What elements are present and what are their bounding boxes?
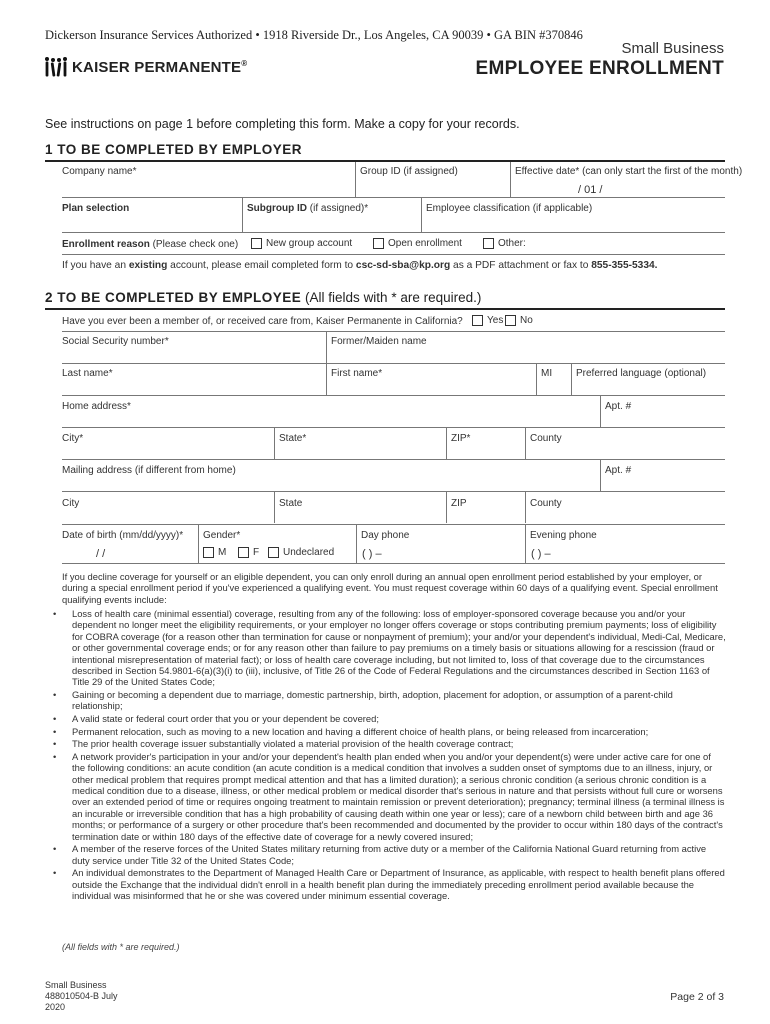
apt-label-mailing: Apt. # — [605, 465, 632, 476]
gender-label: Gender* — [203, 530, 241, 541]
form-title: EMPLOYEE ENROLLMENT — [475, 58, 724, 79]
list-item: • A valid state or federal court order that you or your dependent be covered; — [50, 713, 726, 724]
small-business-label: Small Business — [621, 40, 724, 57]
gender-m-option[interactable]: M — [203, 547, 226, 558]
member-question: Have you ever been a member of, or received care from, Kaiser Permanente in California? — [62, 316, 463, 327]
existing-account-note: If you have an existing account, please email completed form to csc-sd-sba@kp.org as a PDF attachment or fax to 855-355-5334. — [62, 260, 658, 271]
list-item: • A member of the reserve forces of the United States military returning from active duty or a member of the California National Guard returning from active duty service under Title 32 of the United States Code; — [50, 843, 726, 866]
agent-info-line: Dickerson Insurance Services Authorized • 1918 Riverside Dr., Los Angeles, CA 90039 • GA BIN #370846 — [45, 28, 583, 42]
list-item: • Gaining or becoming a dependent due to marriage, domestic partnership, birth, adoption, placement for adoption, or assumption of a parent-child relationship; — [50, 689, 726, 712]
list-item: • The prior health coverage issuer substantially violated a material provision of the health coverage contract; — [50, 738, 726, 749]
apt-label-home: Apt. # — [605, 401, 632, 412]
group-id-label: Group ID (if assigned) — [360, 166, 458, 177]
list-item: • Permanent relocation, such as moving to a new location and having a different choice of health plans, or being released from incarceration; — [50, 726, 726, 737]
zip-label-mailing: ZIP — [451, 498, 467, 509]
employee-classification-label: Employee classification (if applicable) — [426, 203, 593, 214]
other-checkbox[interactable] — [483, 238, 494, 249]
effective-date-label: Effective date* (can only start the first of the month) — [515, 166, 743, 177]
plan-selection-label: Plan selection — [62, 203, 130, 214]
evening-phone-label: Evening phone — [530, 530, 597, 541]
zip-label-home: ZIP* — [451, 433, 471, 444]
email-link[interactable]: csc-sd-sba@kp.org — [355, 260, 451, 271]
gender-m-checkbox[interactable] — [203, 547, 214, 558]
maiden-name-label: Former/Maiden name — [331, 336, 427, 347]
gender-f-checkbox[interactable] — [238, 547, 249, 558]
county-label-home: County — [530, 433, 562, 444]
qualifying-events-list — [50, 608, 726, 903]
logo-wordmark: KAISER PERMANENTE® — [72, 58, 248, 76]
page-number: Page 2 of 3 — [670, 991, 724, 1003]
first-name-label: First name* — [331, 368, 383, 379]
list-item: • An individual demonstrates to the Department of Managed Health Care or Department of Insurance, as applicable, with respect to health benefit plans offered outside the Exchange that the individual didn't enroll in a health benefit plan during the immediately preceding enrollment period available because the individual was misinformed that he or she was covered under minimum essential coverage. — [50, 867, 726, 901]
member-yes-option[interactable]: Yes — [472, 315, 503, 326]
open-enrollment-option[interactable]: Open enrollment — [373, 238, 462, 249]
enrollment-reason-label: Enrollment reason (Please check one) — [62, 239, 239, 250]
list-item: • A network provider's participation in your and/or your dependent's health plan ended when you and/or your dependent(s) were under active care for one of the following conditions: an acute condition (an acute condition is a medical condition that involves a sudden onset of symptoms due to an illness, injury, or other medical problem that requires prompt medical attention and that has a limited duration); a serious chronic condition (a serious chronic condition is a medical condition due to a disease, illness, or other medical problem or medical disorder that's serious in nature and that persists without full cure or worsens over an extended period of time or requires ongoing treatment to maintain remission or prevent deterioration); pregnancy; terminal illness (a terminal illness is an incurable or irreversible condition that has a high probability of causing death within one year or less); care of a newborn child between birth and age 36 months; or performance of a surgery or other procedure that's been recommended and documented by the provider to occur within 180 days of the contract's termination date or within 180 days of the effective date of coverage for a newly covered insured; — [50, 751, 726, 842]
gender-undeclared-option[interactable]: Undeclared — [268, 547, 334, 558]
member-no-option[interactable]: No — [505, 315, 533, 326]
open-enrollment-checkbox[interactable] — [373, 238, 384, 249]
preferred-language-label: Preferred language (optional) — [576, 368, 707, 379]
kaiser-figures-icon — [44, 56, 68, 78]
mi-label: MI — [541, 368, 553, 379]
new-group-checkbox[interactable] — [251, 238, 262, 249]
city-label-home: City* — [62, 433, 84, 444]
mailing-address-label: Mailing address (if different from home) — [62, 465, 236, 476]
day-phone-value[interactable]: ( ) – — [362, 548, 382, 560]
evening-phone-value[interactable]: ( ) – — [531, 548, 551, 560]
city-label-mailing: City — [62, 498, 80, 509]
gender-undeclared-checkbox[interactable] — [268, 547, 279, 558]
section2-heading: 2 TO BE COMPLETED BY EMPLOYEE (All fields with * are required.) — [45, 290, 482, 305]
other-option[interactable]: Other: — [483, 238, 526, 249]
dob-value[interactable]: / / — [96, 548, 106, 560]
effective-date-value[interactable]: / 01 / — [578, 184, 603, 196]
member-yes-checkbox[interactable] — [472, 315, 483, 326]
footer-form-id: Small Business 488010504-B July 2020 — [45, 980, 118, 1012]
kaiser-logo — [44, 56, 247, 78]
new-group-option[interactable]: New group account — [251, 238, 352, 249]
company-name-label: Company name* — [62, 166, 137, 177]
state-label-mailing: State — [279, 498, 303, 509]
county-label-mailing: County — [530, 498, 562, 509]
gender-f-option[interactable]: F — [238, 547, 259, 558]
state-label-home: State* — [279, 433, 307, 444]
ssn-label: Social Security number* — [62, 336, 169, 347]
dob-label: Date of birth (mm/dd/yyyy)* — [62, 530, 184, 541]
home-address-label: Home address* — [62, 401, 131, 412]
member-no-checkbox[interactable] — [505, 315, 516, 326]
day-phone-label: Day phone — [361, 530, 410, 541]
decline-coverage-paragraph: If you decline coverage for yourself or an eligible dependent, you can only enroll during an annual open enrollment period established by your employer, or during a special enrollment period if you've experienced a qualifying event. You must request coverage within 60 days of a qualifying event. Special enrollment qualifying events include: — [62, 571, 718, 605]
last-name-label: Last name* — [62, 368, 113, 379]
instructions-text: See instructions on page 1 before completing this form. Make a copy for your records. — [45, 117, 520, 131]
subgroup-id-label: Subgroup ID (if assigned)* — [247, 203, 369, 214]
list-item: • Loss of health care (minimal essential) coverage, resulting from any of the following: loss of employer-sponsored coverage because you and/or your dependent no longer meet the eligibility requirements, or your employer no longer offers coverage or stops contributing premium payments; loss of eligibility for COBRA coverage (for a reason other than termination for cause or nonpayment of premium); your and/or your dependent's individual, Medi-Cal, Medicare, or other governmental coverage ends; or for any reason other than failure to pay premiums on a timely basis or situations allowing for a rescission (fraud or intentional misrepresentation of material fact); or loss of health care coverage including, but not limited to, loss of that coverage due to the circumstances described in Section 54.9801-6(a)(3)(i) to (iii), inclusive, of Title 26 of the Code of Federal Regulations and the circumstances described in Section 1163 of Title 29 of the United States Code; — [50, 608, 726, 688]
section1-heading: 1 TO BE COMPLETED BY EMPLOYER — [45, 142, 303, 157]
required-fields-note: (All fields with * are required.) — [62, 942, 180, 952]
